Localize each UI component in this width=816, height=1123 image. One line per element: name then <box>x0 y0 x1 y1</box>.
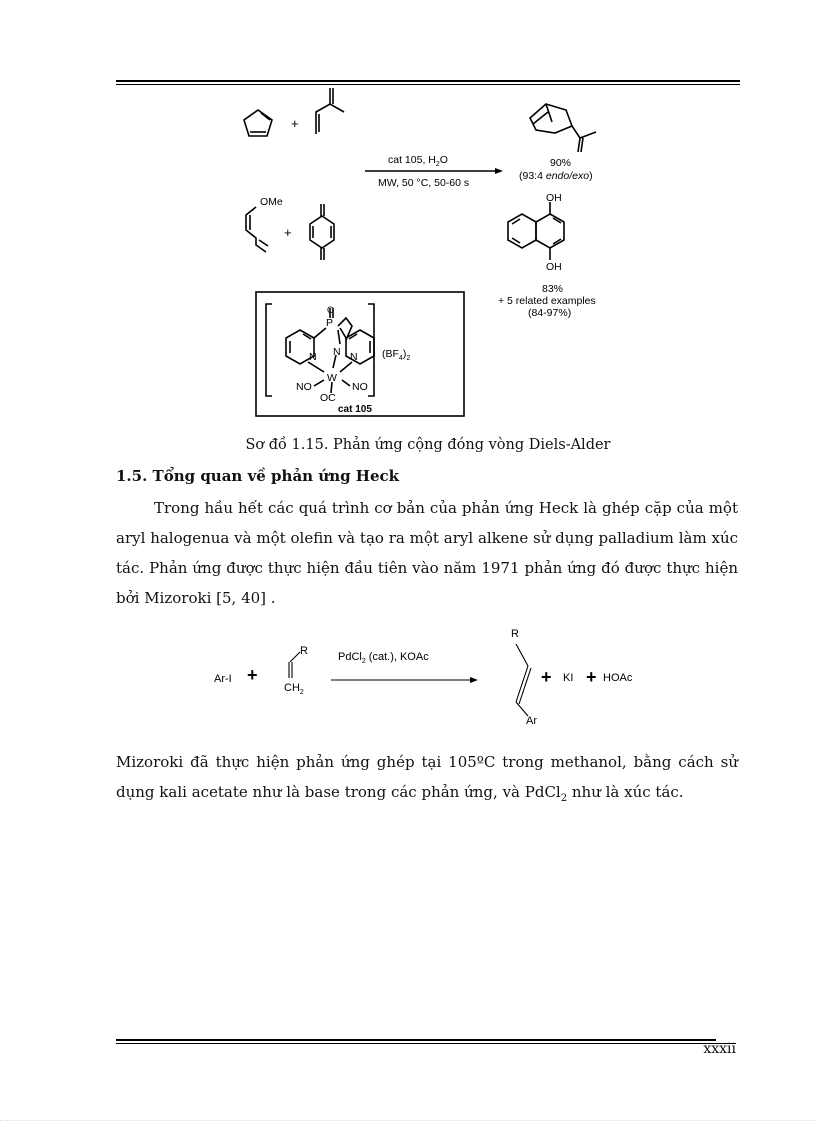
footer-rule <box>116 1039 716 1041</box>
plus-sign: + <box>284 225 292 240</box>
hoac-label: HOAc <box>603 672 633 684</box>
conditions-heating: MW, 50 °C, 50-60 s <box>378 177 470 189</box>
product2-note: + 5 related examples <box>498 295 596 307</box>
product2-range: (84-97%) <box>528 307 572 319</box>
naphthalenediol <box>536 214 564 248</box>
plus-sign: + <box>586 667 597 687</box>
product1-ratio: (93:4 endo/exo) <box>519 170 593 182</box>
ki-label: KI <box>563 672 574 684</box>
section-heading: 1.5. Tổng quan về phản ứng Heck <box>116 467 400 485</box>
subscript: 2 <box>560 793 568 804</box>
product2-yield: 83% <box>542 283 564 295</box>
catalyst-oc-label: OC <box>320 392 336 404</box>
catalyst-name: cat 105 <box>338 404 372 415</box>
footer-rule-thin <box>116 1043 736 1044</box>
scheme-caption: Sơ đồ 1.15. Phản ứng cộng đóng vòng Diels-Alder <box>245 437 611 453</box>
product-r-label: R <box>511 628 519 640</box>
product-ar-label: Ar <box>526 715 537 727</box>
conditions-catalyst: cat 105, H <box>388 154 436 166</box>
page-number: xxxii <box>703 1041 736 1057</box>
paragraph-mizoroki <box>116 747 738 814</box>
catalyst-no-right: NO <box>352 381 368 393</box>
arrow-head <box>495 168 503 174</box>
catalyst-o-label: O <box>327 305 335 315</box>
plus-sign: + <box>541 667 552 687</box>
plus-sign: + <box>291 116 299 131</box>
catalyst-w-label: W <box>327 372 337 384</box>
catalyst-box <box>256 292 464 416</box>
methoxybutadiene <box>246 207 266 252</box>
catalyst-p-label: P <box>326 317 334 329</box>
svg-text:cat 105, H2O: cat 105, $H_2O$ <box>388 154 448 168</box>
paragraph-text: Mizoroki đã thực hiện phản ứng ghép tại 105ºC trong methanol, bằng cách sử dụng kali acetate như là base trong các phản ứng, và PdCl <box>116 753 738 801</box>
ome-label: OMe <box>260 196 283 208</box>
aryl-iodide: Ar-I <box>214 673 232 685</box>
catalyst-n-center: N <box>333 346 341 358</box>
catalyst-no-left: NO <box>296 381 312 393</box>
diels-alder-scheme <box>0 0 816 430</box>
paragraph-text: Trong hầu hết các quá trình cơ bản của phản ứng Heck là ghép cặp của một aryl halogenua và một olefin và tạo ra một aryl alkene sử dụng palladium làm xúc tác. Phản ứng được thực hiện đầu tiên vào năm 1971 phản ứng đó được thực hiện bởi Mizoroki [5, 40] . <box>116 499 738 607</box>
catalyst-counterion: $(BF_4)_2$ <box>382 348 411 362</box>
oh-top-label: OH <box>546 192 562 204</box>
catalyst-n-right: N <box>350 351 358 363</box>
catalyst-n-left: N <box>309 351 317 363</box>
heck-scheme <box>0 600 816 740</box>
plus-sign: + <box>247 665 258 685</box>
ch2-label: $CH_2$ <box>284 682 304 696</box>
paragraph-heck-intro <box>116 493 738 613</box>
methyl-vinyl-ketone <box>316 104 344 134</box>
product1-yield: 90% <box>550 157 572 169</box>
heck-conditions: PdCl$_2$ (cat.), KOAc <box>338 651 429 665</box>
oh-bottom-label: OH <box>546 261 562 273</box>
page-border-dotted <box>0 1120 816 1121</box>
r-label: R <box>300 645 308 657</box>
paragraph-text: như là xúc tác. <box>567 783 684 801</box>
